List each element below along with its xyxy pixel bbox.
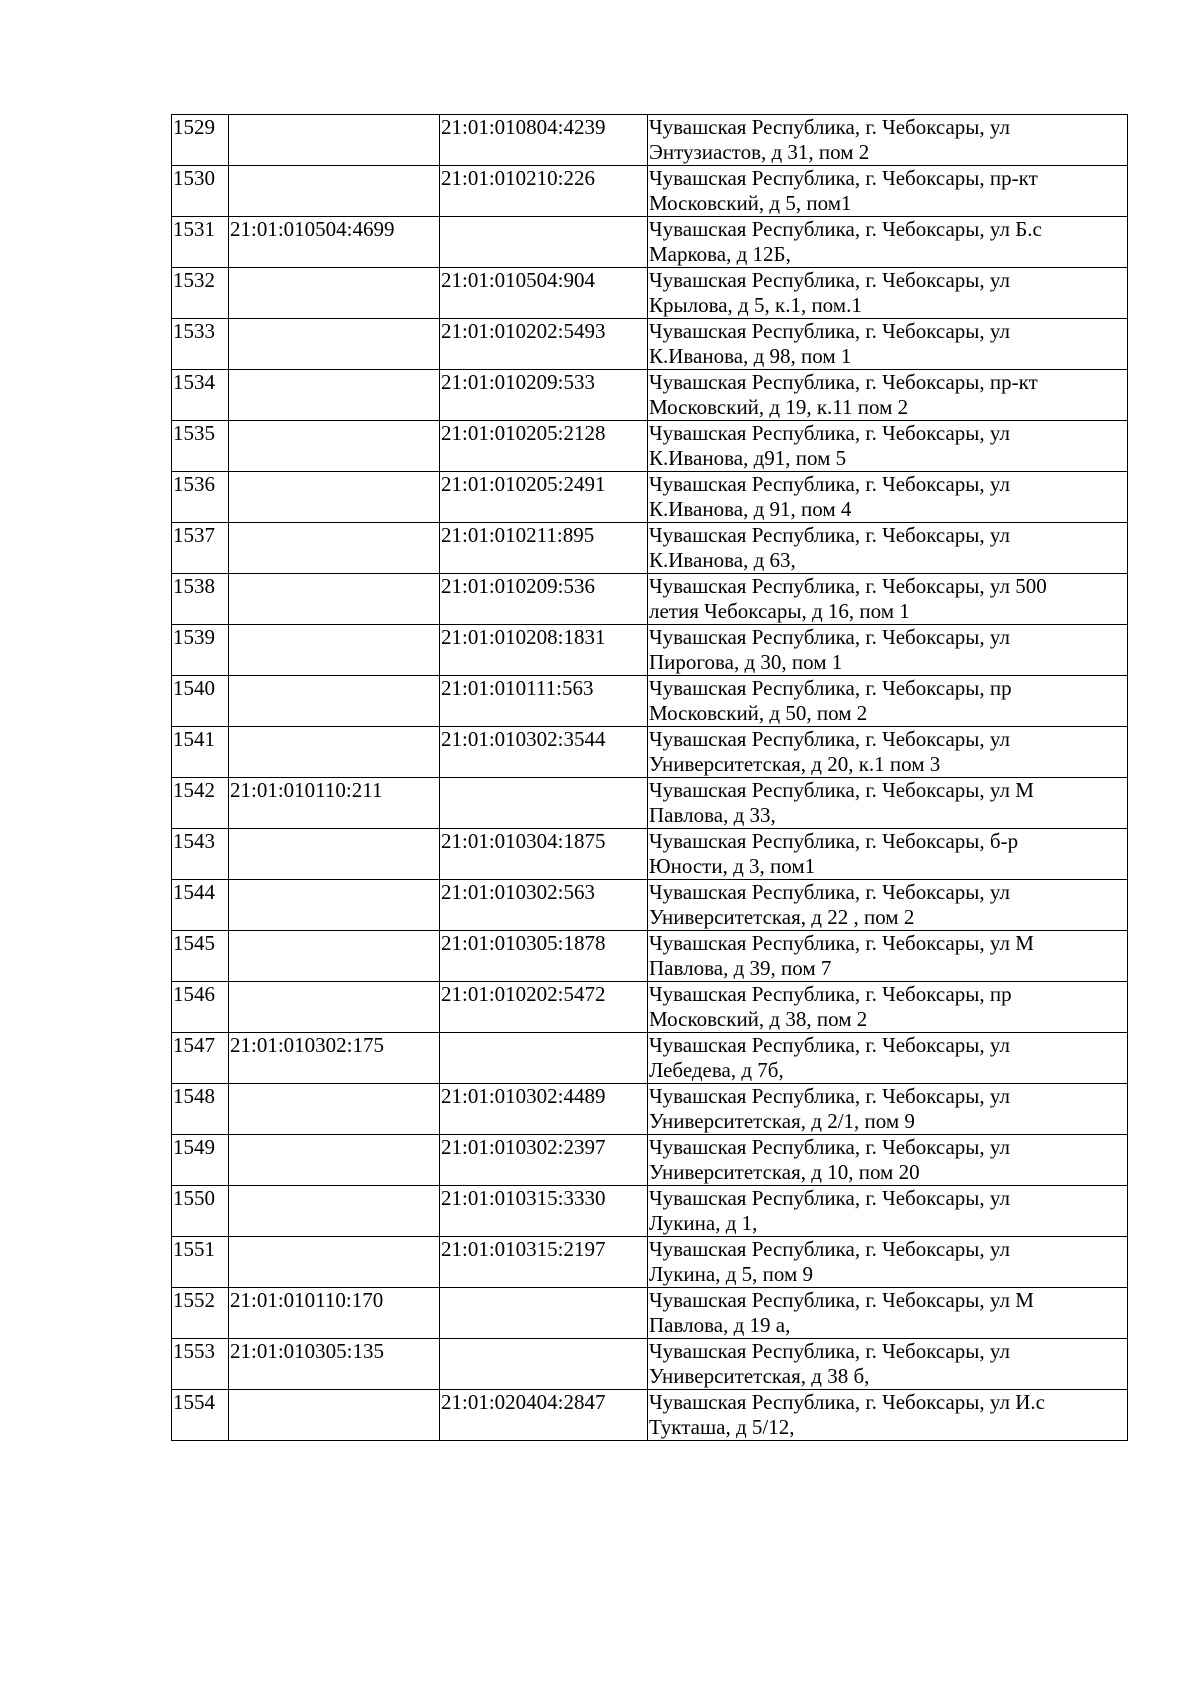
table-row xyxy=(172,523,1128,574)
address-cell xyxy=(648,115,1128,166)
row-number-cell: 1541 xyxy=(172,727,229,778)
address-cell xyxy=(648,931,1128,982)
table-row xyxy=(172,1390,1128,1441)
address-line-2: Павлова, д 19 а, xyxy=(649,1313,791,1337)
building-cadastral-number-cell: 21:01:010210:226 xyxy=(440,166,648,217)
land-cadastral-number-cell xyxy=(229,472,440,523)
land-cadastral-number-cell xyxy=(229,319,440,370)
address-line-2: Университетская, д 22 , пом 2 xyxy=(649,905,915,929)
row-number-cell: 1537 xyxy=(172,523,229,574)
table-row xyxy=(172,370,1128,421)
row-number-cell: 1549 xyxy=(172,1135,229,1186)
building-cadastral-number-cell: 21:01:010315:2197 xyxy=(440,1237,648,1288)
row-number-cell: 1552 xyxy=(172,1288,229,1339)
building-cadastral-number-cell: 21:01:010209:536 xyxy=(440,574,648,625)
land-cadastral-number-cell: 21:01:010305:135 xyxy=(229,1339,440,1390)
address-line-1: Чувашская Республика, г. Чебоксары, пр-кт xyxy=(649,166,1038,190)
address-line-1: Чувашская Республика, г. Чебоксары, ул xyxy=(649,1033,1010,1057)
table-row xyxy=(172,931,1128,982)
building-cadastral-number-cell: 21:01:010202:5472 xyxy=(440,982,648,1033)
land-cadastral-number-cell xyxy=(229,727,440,778)
row-number-cell: 1544 xyxy=(172,880,229,931)
address-cell xyxy=(648,319,1128,370)
row-number-cell: 1543 xyxy=(172,829,229,880)
land-cadastral-number-cell xyxy=(229,625,440,676)
address-cell xyxy=(648,880,1128,931)
address-line-2: Пирогова, д 30, пом 1 xyxy=(649,650,843,674)
address-line-1: Чувашская Республика, г. Чебоксары, ул М xyxy=(649,1288,1034,1312)
address-cell xyxy=(648,829,1128,880)
table-row xyxy=(172,727,1128,778)
land-cadastral-number-cell xyxy=(229,523,440,574)
address-line-2: К.Иванова, д91, пом 5 xyxy=(649,446,847,470)
table-row xyxy=(172,472,1128,523)
building-cadastral-number-cell xyxy=(440,778,648,829)
address-cell xyxy=(648,166,1128,217)
building-cadastral-number-cell: 21:01:010305:1878 xyxy=(440,931,648,982)
address-cell xyxy=(648,268,1128,319)
land-cadastral-number-cell xyxy=(229,1390,440,1441)
address-cell xyxy=(648,472,1128,523)
table-row xyxy=(172,1135,1128,1186)
address-line-2: Тукташа, д 5/12, xyxy=(649,1415,795,1439)
address-line-1: Чувашская Республика, г. Чебоксары, ул xyxy=(649,1186,1010,1210)
land-cadastral-number-cell xyxy=(229,931,440,982)
address-line-1: Чувашская Республика, г. Чебоксары, ул xyxy=(649,472,1010,496)
address-line-2: Маркова, д 12Б, xyxy=(649,242,791,266)
address-line-1: Чувашская Республика, г. Чебоксары, пр xyxy=(649,676,1012,700)
row-number-cell: 1533 xyxy=(172,319,229,370)
address-line-2: Лукина, д 1, xyxy=(649,1211,758,1235)
building-cadastral-number-cell: 21:01:010302:3544 xyxy=(440,727,648,778)
address-cell xyxy=(648,982,1128,1033)
building-cadastral-number-cell: 21:01:010211:895 xyxy=(440,523,648,574)
row-number-cell: 1551 xyxy=(172,1237,229,1288)
address-line-2: Павлова, д 33, xyxy=(649,803,776,827)
address-line-1: Чувашская Республика, г. Чебоксары, ул xyxy=(649,1135,1010,1159)
land-cadastral-number-cell xyxy=(229,115,440,166)
address-cell xyxy=(648,625,1128,676)
row-number-cell: 1536 xyxy=(172,472,229,523)
row-number-cell: 1538 xyxy=(172,574,229,625)
land-cadastral-number-cell xyxy=(229,880,440,931)
address-line-2: Университетская, д 10, пом 20 xyxy=(649,1160,920,1184)
table-row xyxy=(172,1237,1128,1288)
table-row xyxy=(172,574,1128,625)
building-cadastral-number-cell: 21:01:010205:2491 xyxy=(440,472,648,523)
building-cadastral-number-cell: 21:01:010302:4489 xyxy=(440,1084,648,1135)
address-cell xyxy=(648,421,1128,472)
address-line-2: К.Иванова, д 91, пом 4 xyxy=(649,497,852,521)
land-cadastral-number-cell: 21:01:010110:211 xyxy=(229,778,440,829)
address-line-2: Московский, д 5, пом1 xyxy=(649,191,852,215)
address-line-1: Чувашская Республика, г. Чебоксары, ул xyxy=(649,727,1010,751)
table-row xyxy=(172,1186,1128,1237)
address-line-1: Чувашская Республика, г. Чебоксары, ул xyxy=(649,268,1010,292)
table-row xyxy=(172,1084,1128,1135)
row-number-cell: 1530 xyxy=(172,166,229,217)
land-cadastral-number-cell xyxy=(229,1084,440,1135)
table-row xyxy=(172,319,1128,370)
address-line-2: Павлова, д 39, пом 7 xyxy=(649,956,832,980)
building-cadastral-number-cell: 21:01:010208:1831 xyxy=(440,625,648,676)
address-line-2: Московский, д 50, пом 2 xyxy=(649,701,868,725)
address-cell xyxy=(648,1288,1128,1339)
address-line-2: Университетская, д 20, к.1 пом 3 xyxy=(649,752,941,776)
land-cadastral-number-cell xyxy=(229,268,440,319)
address-line-1: Чувашская Республика, г. Чебоксары, ул xyxy=(649,115,1010,139)
address-cell xyxy=(648,676,1128,727)
address-cell xyxy=(648,1237,1128,1288)
row-number-cell: 1532 xyxy=(172,268,229,319)
building-cadastral-number-cell xyxy=(440,1033,648,1084)
address-line-1: Чувашская Республика, г. Чебоксары, ул xyxy=(649,319,1010,343)
address-line-1: Чувашская Республика, г. Чебоксары, ул xyxy=(649,1237,1010,1261)
table-row xyxy=(172,217,1128,268)
address-line-2: К.Иванова, д 98, пом 1 xyxy=(649,344,852,368)
address-line-1: Чувашская Республика, г. Чебоксары, пр-кт xyxy=(649,370,1038,394)
address-line-1: Чувашская Республика, г. Чебоксары, ул М xyxy=(649,778,1034,802)
address-line-1: Чувашская Республика, г. Чебоксары, ул xyxy=(649,1084,1010,1108)
address-line-1: Чувашская Республика, г. Чебоксары, ул xyxy=(649,523,1010,547)
row-number-cell: 1546 xyxy=(172,982,229,1033)
address-cell xyxy=(648,1339,1128,1390)
building-cadastral-number-cell: 21:01:010302:563 xyxy=(440,880,648,931)
row-number-cell: 1542 xyxy=(172,778,229,829)
table-row xyxy=(172,166,1128,217)
table-row xyxy=(172,829,1128,880)
row-number-cell: 1554 xyxy=(172,1390,229,1441)
land-cadastral-number-cell: 21:01:010302:175 xyxy=(229,1033,440,1084)
row-number-cell: 1529 xyxy=(172,115,229,166)
address-cell xyxy=(648,1135,1128,1186)
address-line-2: Лебедева, д 7б, xyxy=(649,1058,784,1082)
address-cell xyxy=(648,1033,1128,1084)
address-cell xyxy=(648,1390,1128,1441)
row-number-cell: 1540 xyxy=(172,676,229,727)
land-cadastral-number-cell xyxy=(229,1186,440,1237)
address-cell xyxy=(648,778,1128,829)
row-number-cell: 1547 xyxy=(172,1033,229,1084)
land-cadastral-number-cell: 21:01:010110:170 xyxy=(229,1288,440,1339)
table-row xyxy=(172,1288,1128,1339)
building-cadastral-number-cell: 21:01:010205:2128 xyxy=(440,421,648,472)
address-line-2: Университетская, д 2/1, пом 9 xyxy=(649,1109,915,1133)
building-cadastral-number-cell: 21:01:010504:904 xyxy=(440,268,648,319)
building-cadastral-number-cell: 21:01:010804:4239 xyxy=(440,115,648,166)
table-row xyxy=(172,1033,1128,1084)
building-cadastral-number-cell: 21:01:010209:533 xyxy=(440,370,648,421)
address-cell xyxy=(648,217,1128,268)
land-cadastral-number-cell xyxy=(229,574,440,625)
address-line-1: Чувашская Республика, г. Чебоксары, ул И.с xyxy=(649,1390,1045,1414)
building-cadastral-number-cell: 21:01:010304:1875 xyxy=(440,829,648,880)
building-cadastral-number-cell: 21:01:010111:563 xyxy=(440,676,648,727)
address-cell xyxy=(648,1186,1128,1237)
address-line-1: Чувашская Республика, г. Чебоксары, ул М xyxy=(649,931,1034,955)
address-line-2: Лукина, д 5, пом 9 xyxy=(649,1262,814,1286)
building-cadastral-number-cell: 21:01:010315:3330 xyxy=(440,1186,648,1237)
table-row xyxy=(172,880,1128,931)
row-number-cell: 1553 xyxy=(172,1339,229,1390)
building-cadastral-number-cell: 21:01:010202:5493 xyxy=(440,319,648,370)
table-row xyxy=(172,1339,1128,1390)
building-cadastral-number-cell: 21:01:010302:2397 xyxy=(440,1135,648,1186)
address-cell xyxy=(648,574,1128,625)
address-line-1: Чувашская Республика, г. Чебоксары, ул 500 xyxy=(649,574,1047,598)
address-cell xyxy=(648,523,1128,574)
table-row xyxy=(172,421,1128,472)
row-number-cell: 1539 xyxy=(172,625,229,676)
table-row xyxy=(172,625,1128,676)
table-row xyxy=(172,115,1128,166)
land-cadastral-number-cell xyxy=(229,1237,440,1288)
table-row xyxy=(172,268,1128,319)
address-line-2: Крылова, д 5, к.1, пом.1 xyxy=(649,293,862,317)
land-cadastral-number-cell xyxy=(229,421,440,472)
registry-table-body xyxy=(172,115,1128,1441)
row-number-cell: 1534 xyxy=(172,370,229,421)
address-line-2: летия Чебоксары, д 16, пом 1 xyxy=(649,599,910,623)
address-line-2: Московский, д 19, к.11 пом 2 xyxy=(649,395,909,419)
table-row xyxy=(172,982,1128,1033)
land-cadastral-number-cell xyxy=(229,166,440,217)
row-number-cell: 1531 xyxy=(172,217,229,268)
land-cadastral-number-cell xyxy=(229,676,440,727)
address-line-2: Университетская, д 38 б, xyxy=(649,1364,870,1388)
address-line-2: Энтузиастов, д 31, пом 2 xyxy=(649,140,870,164)
row-number-cell: 1545 xyxy=(172,931,229,982)
building-cadastral-number-cell xyxy=(440,1339,648,1390)
land-cadastral-number-cell xyxy=(229,1135,440,1186)
address-line-2: Московский, д 38, пом 2 xyxy=(649,1007,868,1031)
land-cadastral-number-cell xyxy=(229,829,440,880)
row-number-cell: 1548 xyxy=(172,1084,229,1135)
registry-table xyxy=(171,114,1128,1441)
address-line-1: Чувашская Республика, г. Чебоксары, б-р xyxy=(649,829,1019,853)
address-line-1: Чувашская Республика, г. Чебоксары, ул Б.с xyxy=(649,217,1042,241)
building-cadastral-number-cell xyxy=(440,217,648,268)
address-line-1: Чувашская Республика, г. Чебоксары, ул xyxy=(649,625,1010,649)
building-cadastral-number-cell xyxy=(440,1288,648,1339)
address-line-2: К.Иванова, д 63, xyxy=(649,548,796,572)
row-number-cell: 1535 xyxy=(172,421,229,472)
address-line-1: Чувашская Республика, г. Чебоксары, ул xyxy=(649,1339,1010,1363)
land-cadastral-number-cell: 21:01:010504:4699 xyxy=(229,217,440,268)
table-row xyxy=(172,676,1128,727)
address-cell xyxy=(648,727,1128,778)
land-cadastral-number-cell xyxy=(229,370,440,421)
address-line-1: Чувашская Республика, г. Чебоксары, ул xyxy=(649,880,1010,904)
table-row xyxy=(172,778,1128,829)
address-line-2: Юности, д 3, пом1 xyxy=(649,854,816,878)
address-cell xyxy=(648,370,1128,421)
row-number-cell: 1550 xyxy=(172,1186,229,1237)
land-cadastral-number-cell xyxy=(229,982,440,1033)
address-cell xyxy=(648,1084,1128,1135)
building-cadastral-number-cell: 21:01:020404:2847 xyxy=(440,1390,648,1441)
address-line-1: Чувашская Республика, г. Чебоксары, пр xyxy=(649,982,1012,1006)
address-line-1: Чувашская Республика, г. Чебоксары, ул xyxy=(649,421,1010,445)
